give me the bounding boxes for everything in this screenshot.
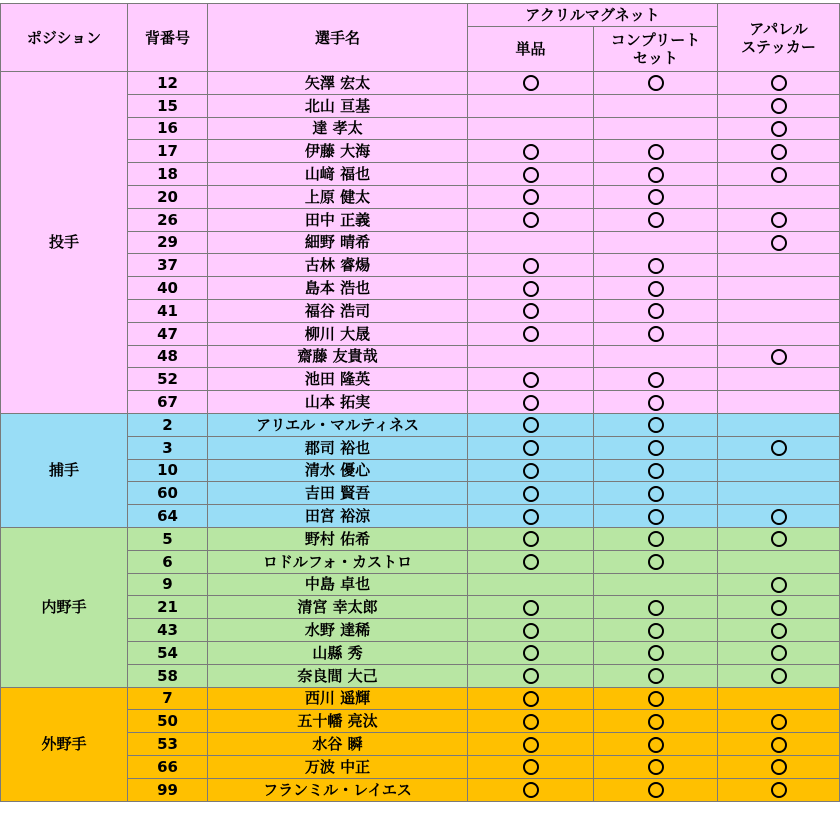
circle-mark-icon (523, 167, 539, 183)
circle-mark-icon (648, 759, 664, 775)
circle-mark-icon (648, 395, 664, 411)
complete-set-availability (594, 778, 718, 801)
table-header (1, 4, 840, 72)
complete-set-availability (594, 664, 718, 687)
single-availability (468, 527, 594, 550)
player-number: 10 (128, 459, 208, 482)
complete-set-availability (594, 573, 718, 596)
circle-mark-icon (771, 577, 787, 593)
sticker-availability (718, 117, 840, 140)
single-availability (468, 573, 594, 596)
table-row (1, 72, 840, 95)
circle-mark-icon (771, 440, 787, 456)
sticker-availability (718, 94, 840, 117)
complete-set-availability (594, 163, 718, 186)
player-name: 島本 浩也 (208, 277, 468, 300)
single-availability (468, 299, 594, 322)
single-availability (468, 72, 594, 95)
circle-mark-icon (771, 212, 787, 228)
circle-mark-icon (648, 75, 664, 91)
player-number: 41 (128, 299, 208, 322)
table-row (1, 413, 840, 436)
sticker-availability (718, 527, 840, 550)
player-number: 47 (128, 322, 208, 345)
circle-mark-icon (523, 691, 539, 707)
circle-mark-icon (648, 554, 664, 570)
sticker-availability (718, 322, 840, 345)
player-name: 上原 健太 (208, 185, 468, 208)
complete-set-availability (594, 505, 718, 528)
player-number: 64 (128, 505, 208, 528)
sticker-availability (718, 664, 840, 687)
player-name: 北山 亘基 (208, 94, 468, 117)
sticker-availability (718, 596, 840, 619)
sticker-availability (718, 299, 840, 322)
player-number: 21 (128, 596, 208, 619)
complete-set-availability (594, 550, 718, 573)
single-availability (468, 482, 594, 505)
single-availability (468, 733, 594, 756)
complete-set-availability (594, 208, 718, 231)
single-availability (468, 459, 594, 482)
sticker-availability (718, 641, 840, 664)
player-name: 五十幡 亮汰 (208, 710, 468, 733)
player-name: 吉田 賢吾 (208, 482, 468, 505)
position-cell: 内野手 (1, 527, 128, 687)
table-row (1, 527, 840, 550)
circle-mark-icon (523, 714, 539, 730)
complete-set-availability (594, 322, 718, 345)
player-name: 田中 正義 (208, 208, 468, 231)
circle-mark-icon (648, 463, 664, 479)
circle-mark-icon (648, 189, 664, 205)
complete-set-availability (594, 436, 718, 459)
complete-set-availability (594, 185, 718, 208)
circle-mark-icon (771, 121, 787, 137)
header-apparel-sticker-line1: アパレル (749, 19, 808, 38)
circle-mark-icon (771, 623, 787, 639)
circle-mark-icon (523, 737, 539, 753)
single-availability (468, 619, 594, 642)
player-number: 40 (128, 277, 208, 300)
header-apparel-sticker-line2: ステッカー (741, 37, 816, 56)
circle-mark-icon (523, 759, 539, 775)
player-number: 17 (128, 140, 208, 163)
player-number: 58 (128, 664, 208, 687)
header-acrylic-magnet: アクリルマグネット (468, 4, 718, 27)
header-complete-set-line2: セット (632, 49, 678, 67)
player-number: 2 (128, 413, 208, 436)
circle-mark-icon (648, 144, 664, 160)
circle-mark-icon (771, 531, 787, 547)
single-availability (468, 185, 594, 208)
complete-set-availability (594, 459, 718, 482)
player-number: 9 (128, 573, 208, 596)
player-name: アリエル・マルティネス (208, 413, 468, 436)
single-availability (468, 254, 594, 277)
position-cell: 外野手 (1, 687, 128, 801)
complete-set-availability (594, 391, 718, 414)
complete-set-availability (594, 527, 718, 550)
circle-mark-icon (648, 303, 664, 319)
circle-mark-icon (648, 258, 664, 274)
circle-mark-icon (771, 600, 787, 616)
position-cell: 投手 (1, 72, 128, 414)
circle-mark-icon (523, 440, 539, 456)
player-name: フランミル・レイエス (208, 778, 468, 801)
circle-mark-icon (648, 645, 664, 661)
single-availability (468, 322, 594, 345)
header-position: ポジション (1, 4, 128, 72)
circle-mark-icon (523, 645, 539, 661)
circle-mark-icon (771, 714, 787, 730)
player-name: 水野 達稀 (208, 619, 468, 642)
player-name: 郡司 裕也 (208, 436, 468, 459)
single-availability (468, 117, 594, 140)
player-number: 67 (128, 391, 208, 414)
player-name: 田宮 裕涼 (208, 505, 468, 528)
player-name: 達 孝太 (208, 117, 468, 140)
complete-set-availability (594, 368, 718, 391)
complete-set-availability (594, 641, 718, 664)
header-complete-set (594, 27, 718, 72)
single-availability (468, 710, 594, 733)
player-number: 12 (128, 72, 208, 95)
sticker-availability (718, 185, 840, 208)
sticker-availability (718, 277, 840, 300)
circle-mark-icon (771, 645, 787, 661)
header-complete-set-line1: コンプリート (610, 31, 701, 49)
circle-mark-icon (648, 212, 664, 228)
sticker-availability (718, 436, 840, 459)
sticker-availability (718, 72, 840, 95)
circle-mark-icon (523, 372, 539, 388)
table-body (1, 72, 840, 802)
header-apparel-sticker (718, 4, 840, 72)
player-number: 7 (128, 687, 208, 710)
circle-mark-icon (771, 144, 787, 160)
player-name: 野村 佑希 (208, 527, 468, 550)
player-number: 48 (128, 345, 208, 368)
player-number: 3 (128, 436, 208, 459)
sticker-availability (718, 231, 840, 254)
complete-set-availability (594, 117, 718, 140)
single-availability (468, 140, 594, 163)
circle-mark-icon (771, 782, 787, 798)
complete-set-availability (594, 596, 718, 619)
single-availability (468, 368, 594, 391)
sticker-availability (718, 550, 840, 573)
single-availability (468, 550, 594, 573)
player-name: 西川 遥輝 (208, 687, 468, 710)
player-name: 清宮 幸太郎 (208, 596, 468, 619)
complete-set-availability (594, 619, 718, 642)
circle-mark-icon (523, 509, 539, 525)
circle-mark-icon (523, 144, 539, 160)
single-availability (468, 163, 594, 186)
complete-set-availability (594, 413, 718, 436)
circle-mark-icon (523, 395, 539, 411)
complete-set-availability (594, 231, 718, 254)
circle-mark-icon (648, 691, 664, 707)
complete-set-availability (594, 687, 718, 710)
complete-set-availability (594, 277, 718, 300)
player-number: 18 (128, 163, 208, 186)
circle-mark-icon (648, 440, 664, 456)
circle-mark-icon (648, 372, 664, 388)
complete-set-availability (594, 710, 718, 733)
single-availability (468, 345, 594, 368)
circle-mark-icon (523, 554, 539, 570)
sticker-availability (718, 755, 840, 778)
circle-mark-icon (648, 531, 664, 547)
circle-mark-icon (523, 281, 539, 297)
single-availability (468, 231, 594, 254)
single-availability (468, 641, 594, 664)
player-number: 43 (128, 619, 208, 642)
complete-set-availability (594, 254, 718, 277)
player-number: 15 (128, 94, 208, 117)
player-name: 山﨑 福也 (208, 163, 468, 186)
player-name: 柳川 大晟 (208, 322, 468, 345)
circle-mark-icon (648, 281, 664, 297)
player-name: 福谷 浩司 (208, 299, 468, 322)
single-availability (468, 778, 594, 801)
merchandise-availability-table (0, 3, 840, 802)
sticker-availability (718, 208, 840, 231)
circle-mark-icon (523, 303, 539, 319)
circle-mark-icon (771, 737, 787, 753)
position-cell: 捕手 (1, 413, 128, 527)
circle-mark-icon (648, 714, 664, 730)
complete-set-availability (594, 345, 718, 368)
sticker-availability (718, 482, 840, 505)
player-name: 矢澤 宏太 (208, 72, 468, 95)
complete-set-availability (594, 299, 718, 322)
header-number: 背番号 (128, 4, 208, 72)
sticker-availability (718, 778, 840, 801)
circle-mark-icon (523, 258, 539, 274)
player-name: 古林 睿煬 (208, 254, 468, 277)
player-name: ロドルフォ・カストロ (208, 550, 468, 573)
player-number: 20 (128, 185, 208, 208)
sticker-availability (718, 733, 840, 756)
circle-mark-icon (523, 668, 539, 684)
single-availability (468, 94, 594, 117)
sticker-availability (718, 505, 840, 528)
header-player-name: 選手名 (208, 4, 468, 72)
circle-mark-icon (523, 486, 539, 502)
circle-mark-icon (523, 189, 539, 205)
player-name: 山本 拓実 (208, 391, 468, 414)
complete-set-availability (594, 733, 718, 756)
player-number: 29 (128, 231, 208, 254)
single-availability (468, 277, 594, 300)
sticker-availability (718, 254, 840, 277)
circle-mark-icon (523, 75, 539, 91)
circle-mark-icon (648, 623, 664, 639)
circle-mark-icon (771, 509, 787, 525)
single-availability (468, 596, 594, 619)
player-number: 52 (128, 368, 208, 391)
player-name: 細野 晴希 (208, 231, 468, 254)
circle-mark-icon (648, 600, 664, 616)
player-name: 水谷 瞬 (208, 733, 468, 756)
circle-mark-icon (771, 235, 787, 251)
circle-mark-icon (648, 737, 664, 753)
circle-mark-icon (771, 167, 787, 183)
complete-set-availability (594, 482, 718, 505)
player-number: 6 (128, 550, 208, 573)
circle-mark-icon (523, 463, 539, 479)
player-name: 万波 中正 (208, 755, 468, 778)
circle-mark-icon (771, 759, 787, 775)
single-availability (468, 687, 594, 710)
player-number: 37 (128, 254, 208, 277)
circle-mark-icon (648, 167, 664, 183)
single-availability (468, 391, 594, 414)
complete-set-availability (594, 755, 718, 778)
single-availability (468, 505, 594, 528)
sticker-availability (718, 710, 840, 733)
circle-mark-icon (648, 509, 664, 525)
sticker-availability (718, 345, 840, 368)
sticker-availability (718, 368, 840, 391)
player-number: 5 (128, 527, 208, 550)
circle-mark-icon (771, 668, 787, 684)
sticker-availability (718, 459, 840, 482)
single-availability (468, 413, 594, 436)
header-single: 単品 (468, 27, 594, 72)
sticker-availability (718, 163, 840, 186)
sticker-availability (718, 140, 840, 163)
sticker-availability (718, 413, 840, 436)
circle-mark-icon (648, 668, 664, 684)
circle-mark-icon (523, 417, 539, 433)
circle-mark-icon (523, 326, 539, 342)
circle-mark-icon (648, 326, 664, 342)
player-name: 清水 優心 (208, 459, 468, 482)
player-number: 99 (128, 778, 208, 801)
player-number: 54 (128, 641, 208, 664)
single-availability (468, 208, 594, 231)
single-availability (468, 436, 594, 459)
player-name: 中島 卓也 (208, 573, 468, 596)
sticker-availability (718, 573, 840, 596)
circle-mark-icon (523, 782, 539, 798)
circle-mark-icon (523, 623, 539, 639)
sticker-availability (718, 391, 840, 414)
player-name: 伊藤 大海 (208, 140, 468, 163)
player-name: 山縣 秀 (208, 641, 468, 664)
player-number: 53 (128, 733, 208, 756)
sticker-availability (718, 619, 840, 642)
player-name: 齋藤 友貴哉 (208, 345, 468, 368)
circle-mark-icon (648, 486, 664, 502)
sticker-availability (718, 687, 840, 710)
player-number: 16 (128, 117, 208, 140)
circle-mark-icon (523, 600, 539, 616)
complete-set-availability (594, 72, 718, 95)
player-number: 50 (128, 710, 208, 733)
player-number: 66 (128, 755, 208, 778)
player-name: 池田 隆英 (208, 368, 468, 391)
circle-mark-icon (771, 349, 787, 365)
complete-set-availability (594, 140, 718, 163)
table-row (1, 687, 840, 710)
player-name: 奈良間 大己 (208, 664, 468, 687)
complete-set-availability (594, 94, 718, 117)
circle-mark-icon (771, 75, 787, 91)
single-availability (468, 664, 594, 687)
circle-mark-icon (648, 417, 664, 433)
circle-mark-icon (523, 212, 539, 228)
circle-mark-icon (523, 531, 539, 547)
player-number: 26 (128, 208, 208, 231)
circle-mark-icon (771, 98, 787, 114)
single-availability (468, 755, 594, 778)
circle-mark-icon (648, 782, 664, 798)
player-number: 60 (128, 482, 208, 505)
